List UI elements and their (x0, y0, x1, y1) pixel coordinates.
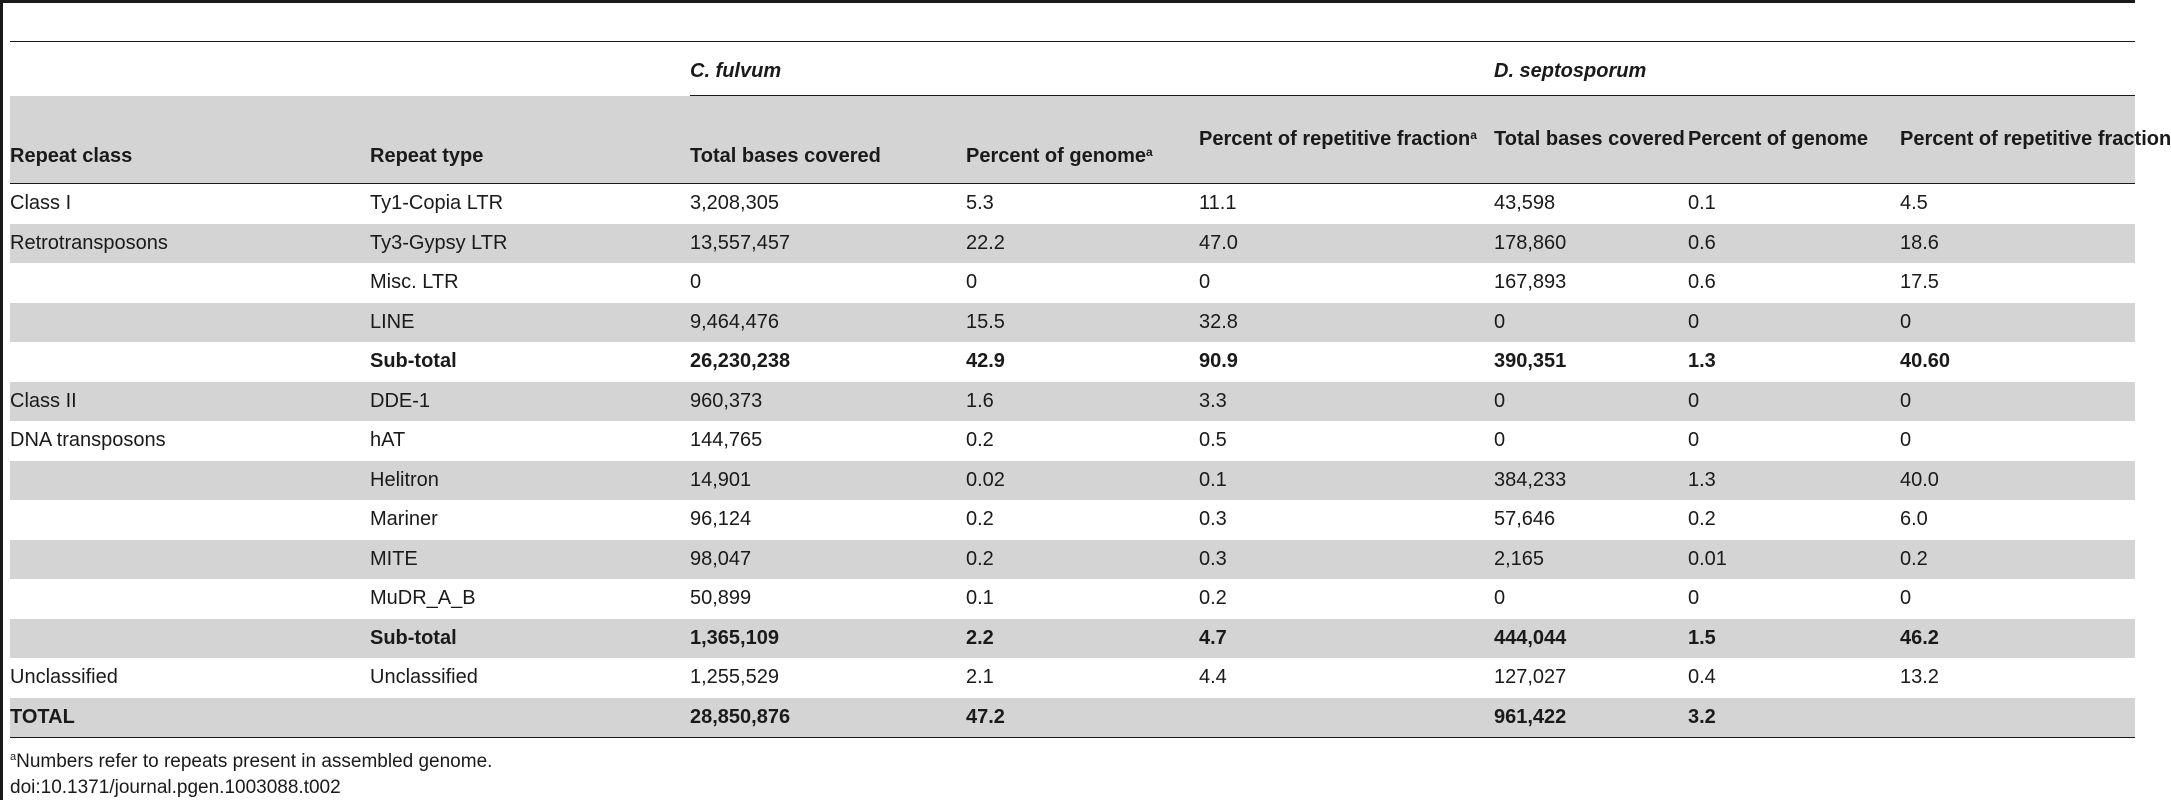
cf-percent-repetitive-cell: 0.1 (1199, 461, 1476, 501)
ds-percent-repetitive-cell: 40.0 (1900, 461, 2135, 501)
repeat-type-cell: Sub-total (370, 619, 690, 659)
footnote-text: Numbers refer to repeats present in assembled genome. (16, 751, 493, 772)
cf-total-cell: 50,899 (690, 587, 752, 610)
repeat-type-cell: Ty3-Gypsy LTR (370, 224, 690, 264)
cf-total-cell: 96,124 (690, 508, 752, 531)
table-row (10, 342, 2135, 382)
table-row (10, 658, 2135, 698)
cf-percent-genome-cell: 0.2 (966, 508, 994, 531)
repeat-class-cell: Class II (10, 382, 370, 422)
doi-line: doi:10.1371/journal.pgen.1003088.t002 (10, 777, 341, 798)
header-repeat-type: Repeat type (370, 96, 690, 184)
ds-total-cell: 0 (1494, 587, 1506, 610)
ds-percent-genome-cell: 0 (1688, 382, 1900, 422)
ds-total-cell: 0 (1476, 303, 1688, 343)
ds-percent-genome-cell: 3.2 (1688, 698, 1900, 738)
ds-percent-repetitive-cell: 13.2 (1900, 666, 1939, 689)
ds-percent-repetitive-cell: 18.6 (1900, 224, 2135, 264)
repeat-class-cell (10, 579, 370, 619)
repeat-type-cell: Unclassified (370, 666, 478, 689)
footnote-marker: a (10, 751, 17, 763)
ds-percent-genome-cell: 0 (1688, 429, 1700, 452)
group-label-right: D. septosporum (1494, 60, 1647, 82)
cf-total-cell: 28,850,876 (690, 698, 966, 738)
cf-percent-genome-cell: 2.1 (966, 666, 994, 689)
repeat-type-cell: Ty1-Copia LTR (370, 192, 504, 215)
ds-percent-genome-cell: 0.6 (1688, 224, 1900, 264)
cf-percent-genome-cell: 1.6 (966, 382, 1199, 422)
cf-percent-repetitive-cell: 3.3 (1199, 382, 1476, 422)
repeat-class-cell (10, 461, 370, 501)
ds-percent-repetitive-cell: 17.5 (1900, 271, 1939, 294)
cf-percent-repetitive-cell: 4.7 (1199, 619, 1476, 659)
table-row (10, 263, 2135, 303)
table-row (10, 184, 2135, 224)
cf-total-cell: 98,047 (690, 540, 966, 580)
ds-percent-repetitive-cell: 4.5 (1900, 192, 1928, 215)
repeat-type-cell: Helitron (370, 461, 690, 501)
ds-percent-genome-cell: 0.1 (1688, 192, 1716, 215)
column-header-row (10, 96, 2135, 184)
ds-total-cell: 0 (1494, 429, 1506, 452)
header-cf-percent-genome: Percent of genome$^a$ (966, 96, 1199, 184)
cf-percent-repetitive-cell: 0.2 (1199, 587, 1227, 610)
group-label-left: C. fulvum (690, 60, 782, 82)
table-row (10, 303, 2135, 343)
header-cf-percent-repetitive: Percent of repetitive fraction$^a$ (1199, 96, 1476, 184)
cf-total-cell: 13,557,457 (690, 224, 966, 264)
group-cfulvum (690, 48, 1476, 96)
cf-percent-genome-cell: 15.5 (966, 303, 1199, 343)
cf-total-cell: 1,365,109 (690, 619, 966, 659)
ds-total-cell: 57,646 (1494, 508, 1556, 531)
cf-percent-genome-cell: 0.2 (966, 540, 1199, 580)
ds-total-cell: 167,893 (1494, 271, 1567, 294)
cf-percent-genome-cell: 5.3 (966, 192, 994, 215)
ds-percent-genome-cell: 0.2 (1688, 508, 1716, 531)
repeat-class-cell: TOTAL (10, 698, 370, 738)
header-cf-total-bases: Total bases covered (690, 96, 966, 184)
ds-total-cell: 43,598 (1494, 192, 1556, 215)
cf-percent-repetitive-cell: 0.3 (1199, 508, 1227, 531)
cf-percent-repetitive-cell: 0.5 (1199, 429, 1227, 452)
ds-percent-genome-cell: 0.6 (1688, 271, 1716, 294)
repeat-type-cell: LINE (370, 303, 690, 343)
ds-percent-genome-cell: 1.5 (1688, 619, 1900, 659)
ds-total-cell: 127,027 (1494, 666, 1567, 689)
ds-total-cell: 0 (1476, 382, 1688, 422)
cf-percent-genome-cell: 0 (966, 271, 978, 294)
repeat-class-cell (10, 303, 370, 343)
ds-percent-repetitive-cell: 0 (1900, 429, 1912, 452)
ds-total-cell: 178,860 (1476, 224, 1688, 264)
table-row (10, 579, 2135, 619)
ds-percent-genome-cell: 0.01 (1688, 540, 1900, 580)
cf-percent-repetitive-cell: 90.9 (1199, 350, 1238, 373)
table-row (10, 224, 2135, 264)
cf-total-cell: 144,765 (690, 429, 763, 452)
repeat-class-cell: Unclassified (10, 666, 118, 689)
table-row (10, 461, 2135, 501)
repeat-class-cell (10, 342, 370, 382)
footnote-marker: a (1146, 145, 1153, 159)
cf-percent-genome-cell: 0.2 (966, 429, 994, 452)
ds-percent-repetitive-cell: 6.0 (1900, 508, 1928, 531)
repeat-class-cell: Class I (10, 192, 72, 215)
repeat-type-cell (370, 698, 690, 738)
cf-total-cell: 960,373 (690, 382, 966, 422)
table-row (10, 540, 2135, 580)
ds-percent-repetitive-cell (1900, 698, 2135, 738)
ds-percent-repetitive-cell: 0.2 (1900, 540, 2135, 580)
cf-percent-genome-cell: 0.02 (966, 461, 1199, 501)
repeat-type-cell: MITE (370, 540, 690, 580)
top-border (0, 0, 2135, 3)
left-border (0, 0, 3, 800)
cf-percent-repetitive-cell: 11.1 (1199, 192, 1237, 215)
cf-percent-repetitive-cell (1199, 698, 1476, 738)
repeat-class-cell: Retrotransposons (10, 224, 370, 264)
header-ds-percent-genome: Percent of genome (1688, 96, 1900, 184)
ds-total-cell: 390,351 (1494, 350, 1567, 373)
cf-percent-repetitive-cell: 0.3 (1199, 540, 1476, 580)
table-row (10, 698, 2135, 738)
ds-percent-repetitive-cell: 0 (1900, 382, 2135, 422)
ds-percent-genome-cell: 0 (1688, 303, 1900, 343)
cf-percent-genome-cell: 22.2 (966, 224, 1199, 264)
ds-percent-genome-cell: 1.3 (1688, 350, 1716, 373)
cf-percent-genome-cell: 42.9 (966, 350, 1005, 373)
table-footnote (10, 748, 492, 775)
ds-total-cell: 2,165 (1476, 540, 1688, 580)
repeat-class-cell (10, 263, 370, 303)
cf-percent-genome-cell: 0.1 (966, 587, 994, 610)
ds-percent-repetitive-cell: 0 (1900, 303, 2135, 343)
repeat-class-cell (10, 540, 370, 580)
footnote-marker: a (1470, 128, 1477, 142)
table-row (10, 500, 2135, 540)
repeat-type-cell: hAT (370, 429, 406, 452)
header-repeat-class: Repeat class (10, 96, 370, 184)
ds-total-cell: 384,233 (1476, 461, 1688, 501)
repeat-type-cell: DDE-1 (370, 382, 690, 422)
repeat-type-cell: MuDR_A_B (370, 587, 476, 610)
cf-percent-repetitive-cell: 4.4 (1199, 666, 1227, 689)
species-group-row (10, 48, 2135, 96)
cf-total-cell: 26,230,238 (690, 350, 791, 373)
cf-percent-genome-cell: 47.2 (966, 698, 1199, 738)
cf-percent-repetitive-cell: 0 (1199, 271, 1211, 294)
ds-percent-repetitive-cell: 46.2 (1900, 619, 2135, 659)
ds-percent-genome-cell: 1.3 (1688, 461, 1900, 501)
ds-percent-repetitive-cell: 0 (1900, 587, 1912, 610)
cf-total-cell: 14,901 (690, 461, 966, 501)
cf-total-cell: 3,208,305 (690, 192, 779, 215)
cf-total-cell: 0 (690, 271, 702, 294)
ds-total-cell: 961,422 (1476, 698, 1688, 738)
repeat-type-cell: Misc. LTR (370, 271, 459, 294)
header-ds-percent-repetitive: Percent of repetitive fraction (1900, 96, 2135, 184)
repeat-class-cell (10, 500, 370, 540)
table-top-rule (10, 41, 2135, 42)
repeat-type-cell: Sub-total (370, 350, 457, 373)
cf-percent-repetitive-cell: 32.8 (1199, 303, 1476, 343)
ds-percent-genome-cell: 0 (1688, 587, 1700, 610)
cf-total-cell: 1,255,529 (690, 666, 779, 689)
table-body (10, 184, 2135, 738)
ds-percent-repetitive-cell: 40.60 (1900, 350, 1951, 373)
header-ds-total-bases: Total bases covered (1476, 96, 1688, 184)
cf-percent-genome-cell: 2.2 (966, 619, 1199, 659)
table-row (10, 421, 2135, 461)
cf-percent-repetitive-cell: 47.0 (1199, 224, 1476, 264)
table-row (10, 382, 2135, 422)
group-dseptosporum (1476, 48, 2135, 96)
repeat-content-table (10, 48, 2171, 738)
table-row (10, 619, 2135, 659)
ds-percent-genome-cell: 0.4 (1688, 666, 1716, 689)
repeat-class-cell: DNA transposons (10, 429, 166, 452)
repeat-class-cell (10, 619, 370, 659)
repeat-type-cell: Mariner (370, 508, 438, 531)
ds-total-cell: 444,044 (1476, 619, 1688, 659)
cf-total-cell: 9,464,476 (690, 303, 966, 343)
